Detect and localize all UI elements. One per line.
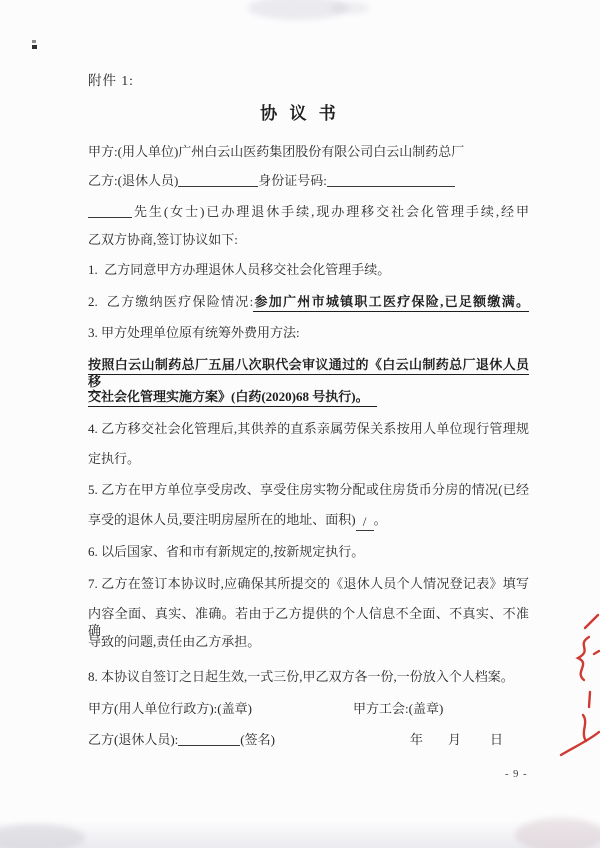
clause-2-answer: 参加广州市城镇职工医疗保险,已足额缴满。 bbox=[253, 294, 529, 312]
clause-2-prefix: 2. 乙方缴纳医疗保险情况: bbox=[88, 294, 254, 309]
intro-line-1 bbox=[88, 203, 529, 220]
party-a-union-seal-label: 甲方工会:(盖章) bbox=[353, 701, 444, 716]
scan-shadow-band bbox=[0, 820, 600, 848]
signature-row-party-b bbox=[88, 731, 529, 748]
id-number-label: 身份证号码: bbox=[258, 173, 327, 188]
clause-5-slash-blank: / bbox=[356, 513, 374, 531]
clause-8: 8. 本协议自签订之日起生效,一式三份,甲乙双方各一份,一份放入个人档案。 bbox=[88, 669, 514, 684]
scan-smudge bbox=[330, 2, 370, 14]
id-number-blank bbox=[327, 173, 455, 187]
party-b-sign-label: 乙方(退休人员): bbox=[88, 732, 179, 747]
clause-3-answer-text-1: 按照白云山制药总厂五届八次职代会审议通过的《白云山制药总厂退休人员移 bbox=[88, 357, 529, 392]
clause-6: 6. 以后国家、省和市有新规定的,按新规定执行。 bbox=[88, 544, 365, 559]
clause-7-line-3: 导致的问题,责任由乙方承担。 bbox=[88, 634, 261, 649]
clause-4-line-2: 定执行。 bbox=[88, 451, 141, 466]
sign-name-label: (签名) bbox=[240, 732, 275, 747]
page-number: - 9 - bbox=[505, 769, 528, 780]
signature-row-party-a bbox=[88, 700, 529, 717]
name-blank bbox=[88, 204, 132, 218]
clause-5-line-2 bbox=[88, 511, 529, 531]
party-b-name-blank bbox=[178, 173, 258, 187]
clause-3-answer-text-2: 交社会化管理实施方案》(白药(2020)68 号执行)。 bbox=[88, 389, 377, 407]
clause-5-prefix: 享受的退休人员,要注明房屋所在的地址、面积) bbox=[88, 512, 356, 527]
clause-5-suffix: 。 bbox=[373, 512, 387, 527]
attachment-label: 附件 1: bbox=[88, 73, 134, 88]
party-b-label: 乙方:(退休人员) bbox=[88, 173, 179, 188]
party-b-line bbox=[88, 172, 529, 189]
clause-3-answer-line-2 bbox=[88, 388, 529, 405]
date-year-label: 年 bbox=[410, 732, 424, 747]
date-month-label: 月 bbox=[448, 732, 462, 747]
party-b-signature-blank bbox=[178, 732, 240, 746]
red-ink-mark bbox=[558, 595, 600, 767]
clause-1: 1. 乙方同意甲方办理退休人员移交社会化管理手续。 bbox=[88, 262, 391, 277]
party-a-line: 甲方:(用人单位)广州白云山医药集团股份有限公司白云山制药总厂 bbox=[88, 144, 465, 159]
intro-text-1: 先生(女士)已办理退休手续,现办理移交社会化管理手续,经甲 bbox=[132, 204, 529, 219]
clause-5-line-1: 5. 乙方在甲方单位享受房改、享受住房实物分配或住房货币分房的情况(已经 bbox=[88, 482, 529, 497]
document-title: 协 议 书 bbox=[260, 104, 340, 123]
intro-line-2: 乙双方协商,签订协议如下: bbox=[88, 232, 238, 247]
clause-3: 3. 甲方处理单位原有统筹外费用方法: bbox=[88, 325, 300, 340]
clause-4-line-1: 4. 乙方移交社会化管理后,其供养的直系亲属劳保关系按用人单位现行管理规 bbox=[88, 421, 529, 436]
clause-3-answer-line-1 bbox=[88, 356, 529, 390]
ink-speck bbox=[32, 40, 36, 43]
ink-speck bbox=[32, 45, 37, 49]
clause-7-line-2: 内容全面、真实、准确。若由于乙方提供的个人信息不全面、不真实、不准确 bbox=[88, 606, 529, 638]
party-a-admin-seal-label: 甲方(用人单位行政方):(盖章) bbox=[88, 701, 252, 716]
date-day-label: 日 bbox=[490, 732, 504, 747]
clause-2 bbox=[88, 293, 529, 310]
clause-7-line-1: 7. 乙方在签订本协议时,应确保其所提交的《退休人员个人情况登记表》填写 bbox=[88, 576, 529, 591]
scan-smudge bbox=[515, 818, 600, 848]
